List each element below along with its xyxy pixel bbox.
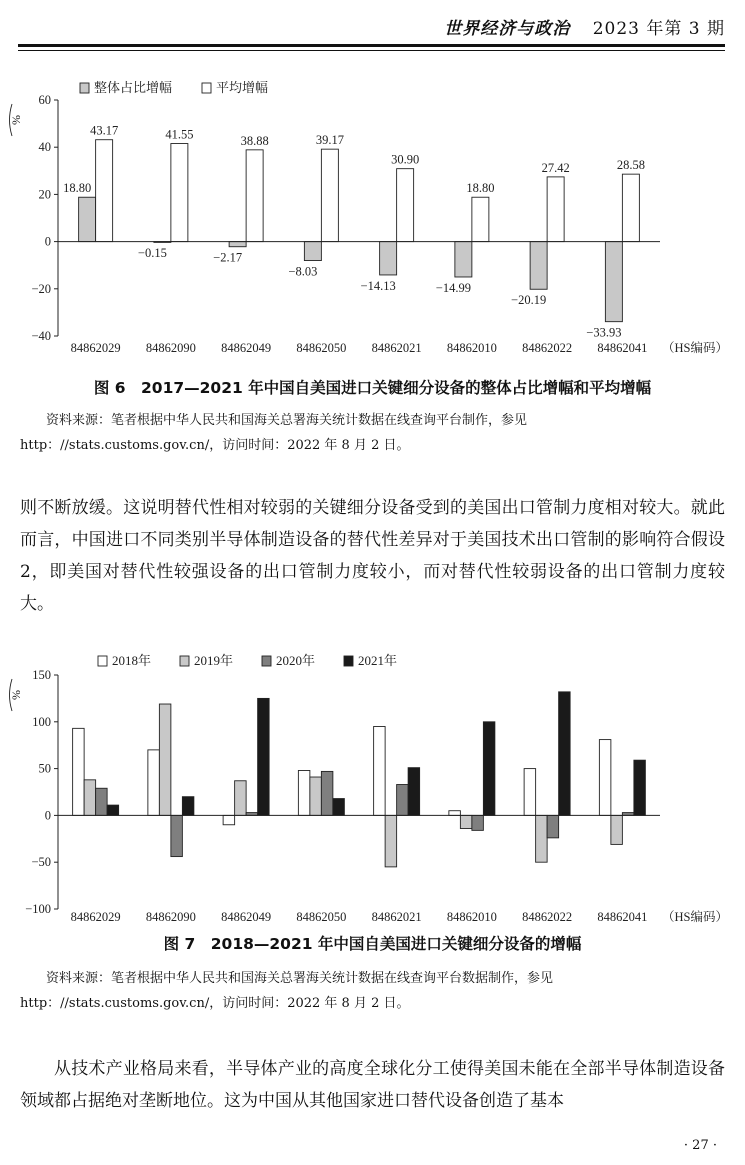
x-tick-label: 84862050	[296, 910, 347, 924]
figure6-chart	[0, 70, 745, 370]
x-axis-suffix: （HS编码）	[662, 910, 728, 924]
bar	[246, 150, 263, 242]
bar	[449, 811, 461, 816]
bar	[148, 750, 160, 816]
bar	[333, 799, 345, 816]
bar	[536, 815, 548, 862]
bar	[298, 770, 310, 815]
bar	[547, 815, 559, 837]
bar	[622, 174, 639, 241]
data-label: −2.17	[213, 250, 243, 265]
figure7-caption: 图 7 2018—2021 年中国自美国进口关键细分设备的增幅	[163, 935, 582, 953]
legend-label: 整体占比增幅	[94, 80, 173, 95]
bar	[374, 726, 386, 815]
y-tick-label: 0	[44, 234, 51, 249]
bar	[605, 242, 622, 322]
x-axis-suffix: （HS编码）	[662, 341, 728, 355]
x-tick-label: 84862041	[597, 910, 648, 924]
data-label: 39.17	[315, 133, 344, 148]
bar	[321, 149, 338, 241]
legend-label: 2021年	[358, 653, 398, 668]
x-tick-label: 84862010	[446, 910, 497, 924]
data-label: 41.55	[165, 127, 194, 142]
figure6-source: 资料来源：笔者根据中华人民共和国海关总署海关统计数据在线查询平台制作，参见 http：//stats.customs.gov.cn/，访问时间：2022 年 8 月 2 日。	[20, 413, 528, 453]
legend-swatch	[98, 656, 107, 666]
data-label: 38.88	[240, 133, 269, 148]
bar	[79, 197, 96, 241]
bar	[634, 760, 646, 815]
data-label: −8.03	[288, 264, 318, 279]
bar	[524, 769, 536, 816]
data-label: −14.99	[435, 280, 471, 295]
legend-swatch	[202, 83, 211, 93]
x-tick-label: 84862029	[70, 910, 121, 924]
bar	[611, 815, 623, 844]
bar	[107, 805, 119, 815]
bar	[455, 242, 472, 277]
figure6-caption: 图 6 2017—2021 年中国自美国进口关键细分设备的整体占比增幅和平均增幅	[93, 379, 652, 397]
legend-label: 平均增幅	[216, 80, 269, 95]
y-tick-label: 100	[32, 714, 51, 729]
bar	[96, 788, 108, 815]
data-label: 18.80	[466, 181, 495, 196]
y-tick-label: 0	[44, 808, 51, 823]
running-header	[444, 14, 725, 39]
y-tick-label: 50	[38, 761, 51, 776]
figure7-chart	[0, 645, 745, 925]
figure7-source: 资料来源：笔者根据中华人民共和国海关总署海关统计数据在线查询平台数据制作，参见 http：//stats.customs.gov.cn/，访问时间：2022 年 8 月 2 日。	[20, 971, 554, 1011]
y-tick-label: 20	[38, 187, 51, 202]
legend-swatch	[262, 656, 271, 666]
bar	[547, 177, 564, 242]
data-label: −14.13	[360, 278, 396, 293]
page-number: · 27 ·	[683, 1138, 717, 1153]
y-tick-label: −100	[25, 902, 51, 916]
data-label: 30.90	[391, 152, 420, 167]
bar	[397, 169, 414, 242]
body-paragraph-2: 从技术产业格局来看，半导体产业的高度全球化分工使得美国未能在全部半导体制造设备领域都占据绝对垄断地位。这为中国从其他国家进口替代设备创造了基本	[20, 1059, 725, 1111]
legend-label: 2020年	[276, 653, 316, 668]
x-tick-label: 84862022	[522, 910, 573, 924]
x-tick-label: 84862010	[446, 341, 497, 355]
x-tick-label: 84862041	[597, 341, 648, 355]
bar	[385, 815, 397, 866]
bar	[472, 197, 489, 241]
legend-label: 2019年	[194, 653, 234, 668]
issue-label: 2023 年第 3 期	[592, 19, 725, 39]
bar	[235, 781, 247, 816]
x-tick-label: 84862049	[221, 341, 272, 355]
legend-label: 2018年	[112, 653, 152, 668]
y-axis-label: %	[9, 690, 23, 700]
x-tick-label: 84862049	[221, 910, 272, 924]
y-tick-label: −20	[31, 281, 51, 296]
y-tick-label: −50	[31, 855, 51, 870]
data-label: −33.93	[586, 325, 622, 340]
bar	[182, 797, 194, 816]
legend-swatch	[80, 83, 89, 93]
bar	[397, 785, 409, 816]
x-tick-label: 84862090	[145, 341, 196, 355]
data-label: −20.19	[511, 293, 547, 308]
x-tick-label: 84862021	[371, 910, 422, 924]
bar	[223, 815, 235, 824]
legend-swatch	[344, 656, 353, 666]
bar	[530, 242, 547, 290]
header-rule-thick	[18, 44, 725, 47]
x-tick-label: 84862050	[296, 341, 347, 355]
bar	[380, 242, 397, 275]
legend-swatch	[180, 656, 189, 666]
data-label: 28.58	[616, 158, 645, 173]
bar	[310, 777, 322, 815]
data-label: 27.42	[541, 160, 570, 175]
x-tick-label: 84862021	[371, 341, 422, 355]
bar	[258, 698, 270, 815]
bar	[84, 780, 96, 816]
bar	[171, 144, 188, 242]
bar	[321, 771, 333, 815]
bar	[304, 242, 321, 261]
y-tick-label: 150	[32, 668, 51, 682]
bar	[96, 140, 113, 242]
bar	[559, 692, 571, 816]
bar	[159, 704, 171, 815]
bar	[599, 740, 611, 816]
x-tick-label: 84862090	[145, 910, 196, 924]
y-tick-label: 40	[38, 140, 51, 155]
data-label: 43.17	[90, 123, 119, 138]
y-tick-label: 60	[38, 93, 51, 107]
bar	[73, 728, 85, 815]
bar	[472, 815, 484, 830]
y-tick-label: −40	[31, 329, 51, 343]
bar	[483, 722, 495, 816]
x-tick-label: 84862022	[522, 341, 573, 355]
header-rule-thin	[18, 50, 725, 51]
bar	[229, 242, 246, 247]
x-tick-label: 84862029	[70, 341, 121, 355]
journal-title: 世界经济与政治	[444, 19, 571, 39]
body-paragraph-1: 则不断放缓。这说明替代性相对较弱的关键细分设备受到的美国出口管制力度相对较大。就此而言，中国进口不同类别半导体制造设备的替代性差异对于美国技术出口管制的影响符合假设 2，即美国对替代性较强设备的出口管制力度较小，而对替代性较弱设备的出口管制力度较大。	[20, 498, 725, 614]
y-axis-label: %	[9, 115, 23, 125]
bar	[460, 815, 472, 828]
bar	[171, 815, 183, 856]
bar	[408, 768, 420, 816]
data-label: 18.80	[63, 181, 92, 196]
data-label: −0.15	[137, 245, 167, 260]
